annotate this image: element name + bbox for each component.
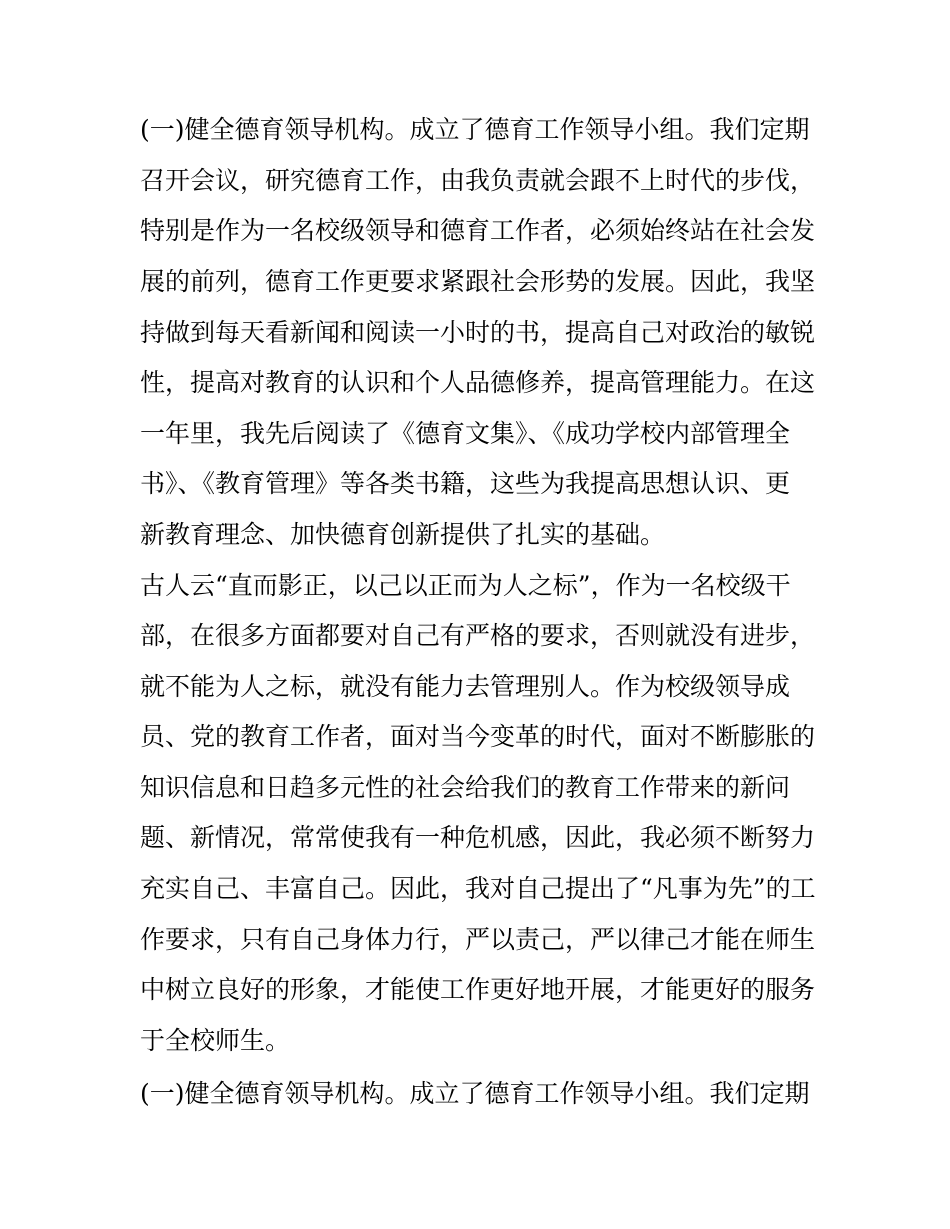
text-line: 一年里，我先后阅读了《德育文集》、《成功学校内部管理全 (140, 419, 791, 448)
text-line: 性，提高对教育的认识和个人品德修养，提高管理能力。在这 (140, 368, 816, 397)
text-line: 员、党的教育工作者，面对当今变革的时代，面对不断膨胀的 (140, 722, 816, 751)
text-line: (一)健全德育领导机构。成立了德育工作领导小组。我们定期 (140, 115, 810, 144)
text-line: 就不能为人之标，就没有能力去管理别人。作为校级领导成 (140, 672, 791, 701)
text-line: 特别是作为一名校级领导和德育工作者，必须始终站在社会发 (140, 216, 816, 245)
text-line: (一)健全德育领导机构。成立了德育工作领导小组。我们定期 (140, 1079, 810, 1108)
text-line: 部，在很多方面都要对自己有严格的要求，否则就没有进步， (140, 621, 816, 650)
text-line: 展的前列，德育工作更要求紧跟社会形势的发展。因此，我坚 (140, 267, 816, 296)
text-line: 持做到每天看新闻和阅读一小时的书，提高自己对政治的敏锐 (140, 318, 816, 347)
text-line: 古人云“直而影正，以己以正而为人之标”，作为一名校级干 (140, 571, 791, 600)
text-line: 召开会议，研究德育工作，由我负责就会跟不上时代的步伐， (140, 166, 816, 195)
text-line: 作要求，只有自己身体力行，严以责己，严以律己才能在师生 (140, 925, 816, 954)
text-line: 题、新情况，常常使我有一种危机感，因此，我必须不断努力 (140, 823, 816, 852)
text-line: 充实自己、丰富自己。因此，我对自己提出了“凡事为先”的工 (140, 874, 816, 903)
text-line: 于全校师生。 (140, 1026, 291, 1055)
text-line: 中树立良好的形象，才能使工作更好地开展，才能更好的服务 (140, 975, 816, 1004)
text-line: 知识信息和日趋多元性的社会给我们的教育工作带来的新问 (140, 773, 791, 802)
text-line: 书》、《教育管理》等各类书籍，这些为我提高思想认识、更 (140, 469, 791, 498)
text-line: 新教育理念、加快德育创新提供了扎实的基础。 (140, 520, 666, 549)
